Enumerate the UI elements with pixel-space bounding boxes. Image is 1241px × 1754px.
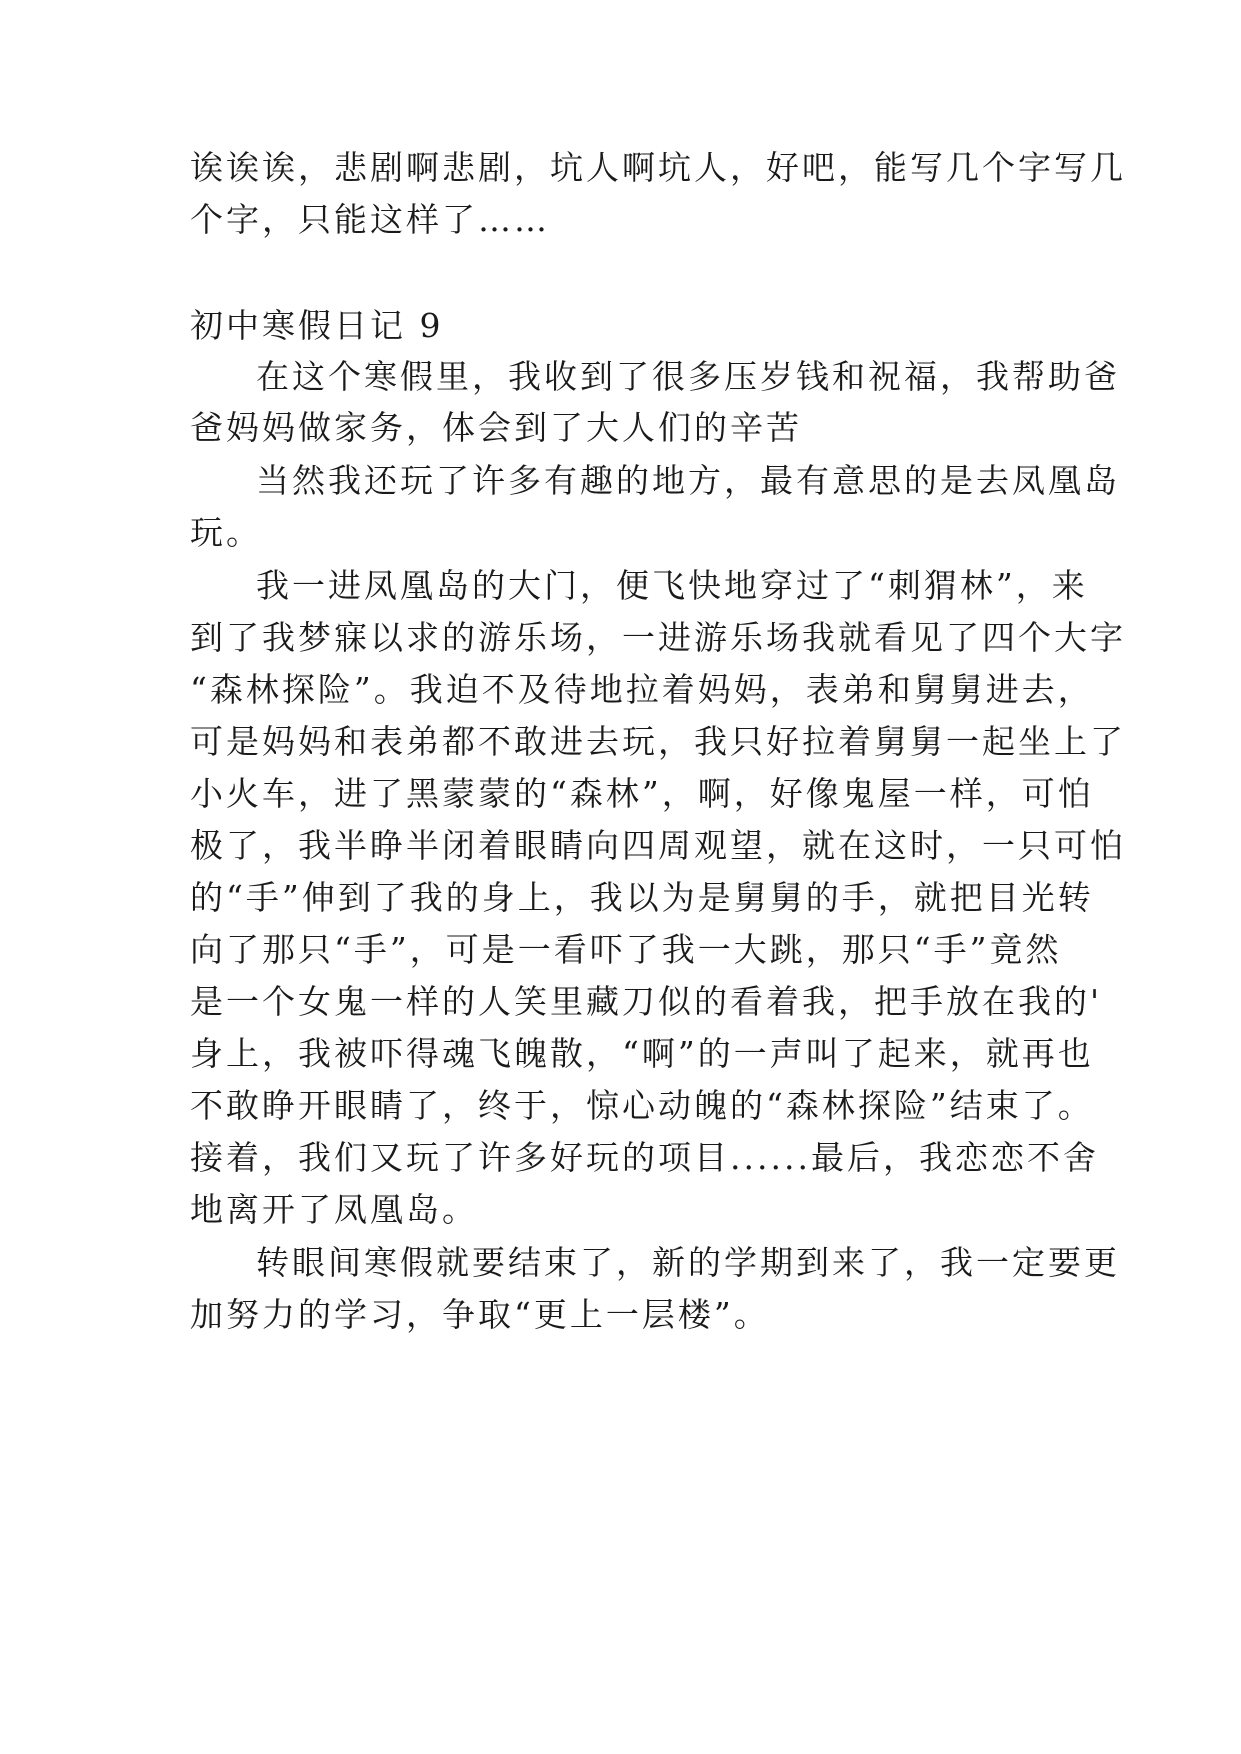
diary-title: 初中寒假日记 9 [190, 306, 444, 345]
paragraph-line: 到了我梦寐以求的游乐场，一进游乐场我就看见了四个大字 [190, 618, 1126, 657]
paragraph-line: 爸妈妈做家务，体会到了大人们的辛苦 [190, 408, 802, 447]
intro-line: 诶诶诶，悲剧啊悲剧，坑人啊坑人，好吧，能写几个字写几 [190, 148, 1126, 187]
intro-line: 个字，只能这样了…… [190, 200, 550, 239]
paragraph-line: 接着，我们又玩了许多好玩的项目......最后，我恋恋不舍 [190, 1138, 1099, 1177]
paragraph-line: 转眼间寒假就要结束了，新的学期到来了，我一定要更 [256, 1243, 1120, 1282]
paragraph-line: 可是妈妈和表弟都不敢进去玩，我只好拉着舅舅一起坐上了 [190, 722, 1126, 761]
paragraph-line: 地离开了凤凰岛。 [190, 1190, 478, 1229]
paragraph-line: 的“手”伸到了我的身上，我以为是舅舅的手，就把目光转 [190, 878, 1094, 917]
paragraph-line: 身上，我被吓得魂飞魄散，“啊”的一声叫了起来，就再也 [190, 1034, 1094, 1073]
paragraph-line: 当然我还玩了许多有趣的地方，最有意思的是去凤凰岛 [256, 461, 1120, 500]
paragraph-line: 小火车，进了黑蒙蒙的“森林”，啊，好像鬼屋一样，可怕 [190, 774, 1094, 813]
paragraph-line: 不敢睁开眼睛了，终于，惊心动魄的“森林探险”结束了。 [190, 1086, 1094, 1125]
paragraph-line: “森林探险”。我迫不及待地拉着妈妈，表弟和舅舅进去， [190, 670, 1094, 709]
paragraph-line: 极了，我半睁半闭着眼睛向四周观望，就在这时，一只可怕 [190, 826, 1126, 865]
paragraph-line: 加努力的学习，争取“更上一层楼”。 [190, 1295, 770, 1334]
paragraph-line: 我一进凤凰岛的大门，便飞快地穿过了“刺猬林”，来 [256, 566, 1088, 605]
paragraph-line: 向了那只“手”，可是一看吓了我一大跳，那只“手”竟然 [190, 930, 1062, 969]
paragraph-line: 玩。 [190, 513, 262, 552]
paragraph-line: 在这个寒假里，我收到了很多压岁钱和祝福，我帮助爸 [256, 357, 1120, 396]
paragraph-line: 是一个女鬼一样的人笑里藏刀似的看着我，把手放在我的' [190, 982, 1103, 1021]
